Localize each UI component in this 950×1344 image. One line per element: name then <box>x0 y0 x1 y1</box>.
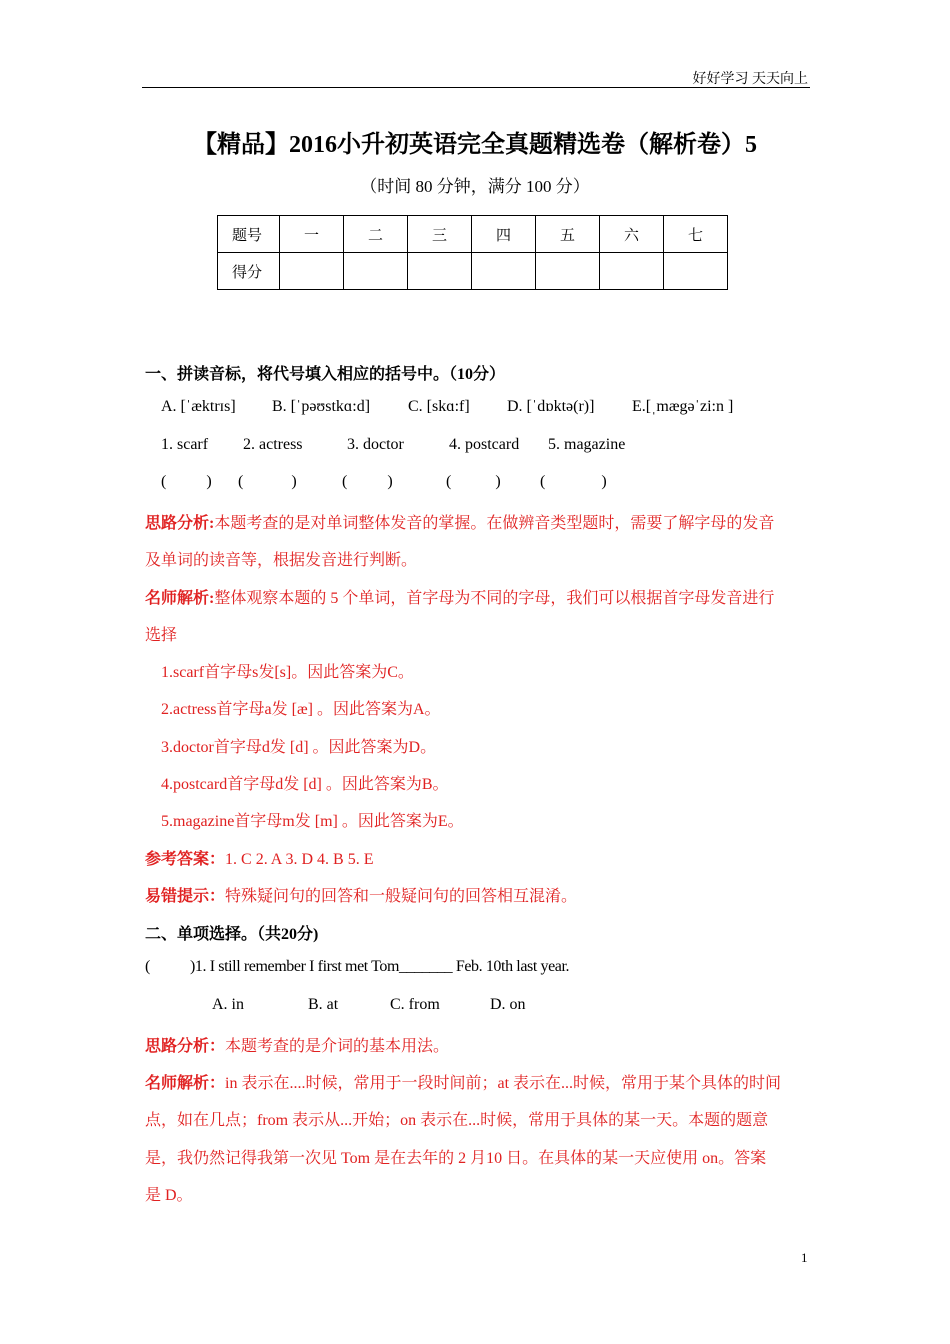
score-table-cell: 得分 <box>218 253 280 290</box>
score-table-cell: 四 <box>472 216 536 253</box>
explanation-text-continued: 是，我仍然记得我第一次见 Tom 是在去年的 2 月10 日。在具体的某一天应使用 on。答案 <box>145 1150 767 1167</box>
analysis-label: 思路分析: <box>145 515 215 532</box>
score-table-cell: 一 <box>280 216 344 253</box>
analysis-text: 本题考查的是对单词整体发音的掌握。在做辨音类型题时，需要了解字母的发音 <box>214 515 775 532</box>
score-table-cell <box>280 253 344 290</box>
explanation-paragraph <box>145 1070 781 1093</box>
word-item: 1. scarf <box>161 436 209 453</box>
score-table-cell <box>600 253 664 290</box>
explanation-paragraph <box>145 585 774 608</box>
section-1-heading: 一、拼读音标，将代号填入相应的括号中。（10分） <box>145 366 506 383</box>
score-table-cell: 三 <box>408 216 472 253</box>
score-table-score-row <box>218 253 728 290</box>
explanation-item: 4.postcard首字母d发 [d] 。因此答案为B。 <box>161 776 449 793</box>
explanation-text: 整体观察本题的 5 个单词，首字母为不同的字母，我们可以根据首字母发音进行 <box>214 590 775 607</box>
score-table-cell: 二 <box>344 216 408 253</box>
page-number: 1 <box>801 1250 808 1265</box>
section-2-heading: 二、单项选择。（共20分) <box>145 926 319 943</box>
phonetic-option: D. [ˈdɒktə(r)] <box>507 398 595 415</box>
word-item: 4. postcard <box>449 436 520 453</box>
analysis-text: 本题考查的是介词的基本用法。 <box>225 1038 450 1055</box>
reference-answer-label: 参考答案： <box>145 851 226 868</box>
answer-blank: ( ) <box>161 473 212 490</box>
analysis-label: 思路分析： <box>145 1038 226 1055</box>
option-c: C. from <box>390 996 440 1013</box>
reference-answer-text: 1. C 2. A 3. D 4. B 5. E <box>225 851 374 868</box>
question-paren: ( <box>145 958 151 975</box>
header-motto: 好好学习 天天向上 <box>692 72 808 87</box>
score-table-cell <box>472 253 536 290</box>
option-d: D. on <box>490 996 526 1013</box>
explanation-item: 2.actress首字母a发 [æ] 。因此答案为A。 <box>161 701 441 718</box>
phonetic-option: B. [ˈpəʊstkɑ:d] <box>272 398 371 415</box>
page-subtitle: （时间 80 分钟，满分 100 分） <box>360 177 590 196</box>
answer-blank: ( ) <box>238 473 297 490</box>
header-rule <box>142 87 810 88</box>
error-tip-label: 易错提示： <box>145 888 226 905</box>
explanation-text-continued: 选择 <box>145 627 178 644</box>
score-table <box>217 215 728 290</box>
score-table-cell <box>408 253 472 290</box>
analysis-paragraph <box>145 510 774 533</box>
score-table-header-row <box>218 216 728 253</box>
answer-blank: ( ) <box>446 473 501 490</box>
error-tip-text: 特殊疑问句的回答和一般疑问句的回答相互混淆。 <box>225 888 578 905</box>
explanation-label: 名师解析: <box>145 590 215 607</box>
score-table-cell: 七 <box>664 216 728 253</box>
score-table-cell: 六 <box>600 216 664 253</box>
explanation-item: 1.scarf首字母s发[s]。因此答案为C。 <box>161 664 414 681</box>
error-tip <box>145 883 577 906</box>
phonetic-option: E.[ˌmægəˈzi:n ] <box>632 398 734 415</box>
score-table-cell <box>344 253 408 290</box>
analysis-paragraph <box>145 1033 449 1056</box>
explanation-item: 3.doctor首字母d发 [d] 。因此答案为D。 <box>161 739 437 756</box>
analysis-text-continued: 及单词的读音等，根据发音进行判断。 <box>145 552 418 569</box>
word-item: 5. magazine <box>548 436 626 453</box>
reference-answer <box>145 846 373 869</box>
page-title: 【精品】2016小升初英语完全真题精选卷（解析卷）5 <box>193 132 757 158</box>
word-item: 2. actress <box>243 436 303 453</box>
question-text: )1. I still remember I first met Tom_______ Feb. 10th last year. <box>190 958 570 975</box>
explanation-text-continued: 点，如在几点；from 表示从...开始；on 表示在...时候，常用于具体的某一天。本题的题意 <box>145 1112 769 1129</box>
phonetic-option: C. [skɑ:f] <box>408 398 470 415</box>
score-table-cell: 题号 <box>218 216 280 253</box>
explanation-item: 5.magazine首字母m发 [m] 。因此答案为E。 <box>161 813 464 830</box>
score-table-cell: 五 <box>536 216 600 253</box>
option-b: B. at <box>308 996 339 1013</box>
phonetic-option: A. [ˈæktrɪs] <box>161 398 236 415</box>
answer-blank: ( ) <box>342 473 393 490</box>
score-table-cell <box>536 253 600 290</box>
score-table-cell <box>664 253 728 290</box>
explanation-text: in 表示在....时候，常用于一段时间前；at 表示在...时候，常用于某个具体的时间 <box>225 1075 782 1092</box>
word-item: 3. doctor <box>347 436 404 453</box>
explanation-text-continued: 是 D。 <box>145 1187 193 1204</box>
option-a: A. in <box>212 996 244 1013</box>
explanation-label: 名师解析： <box>145 1075 226 1092</box>
answer-blank: ( ) <box>540 473 607 490</box>
